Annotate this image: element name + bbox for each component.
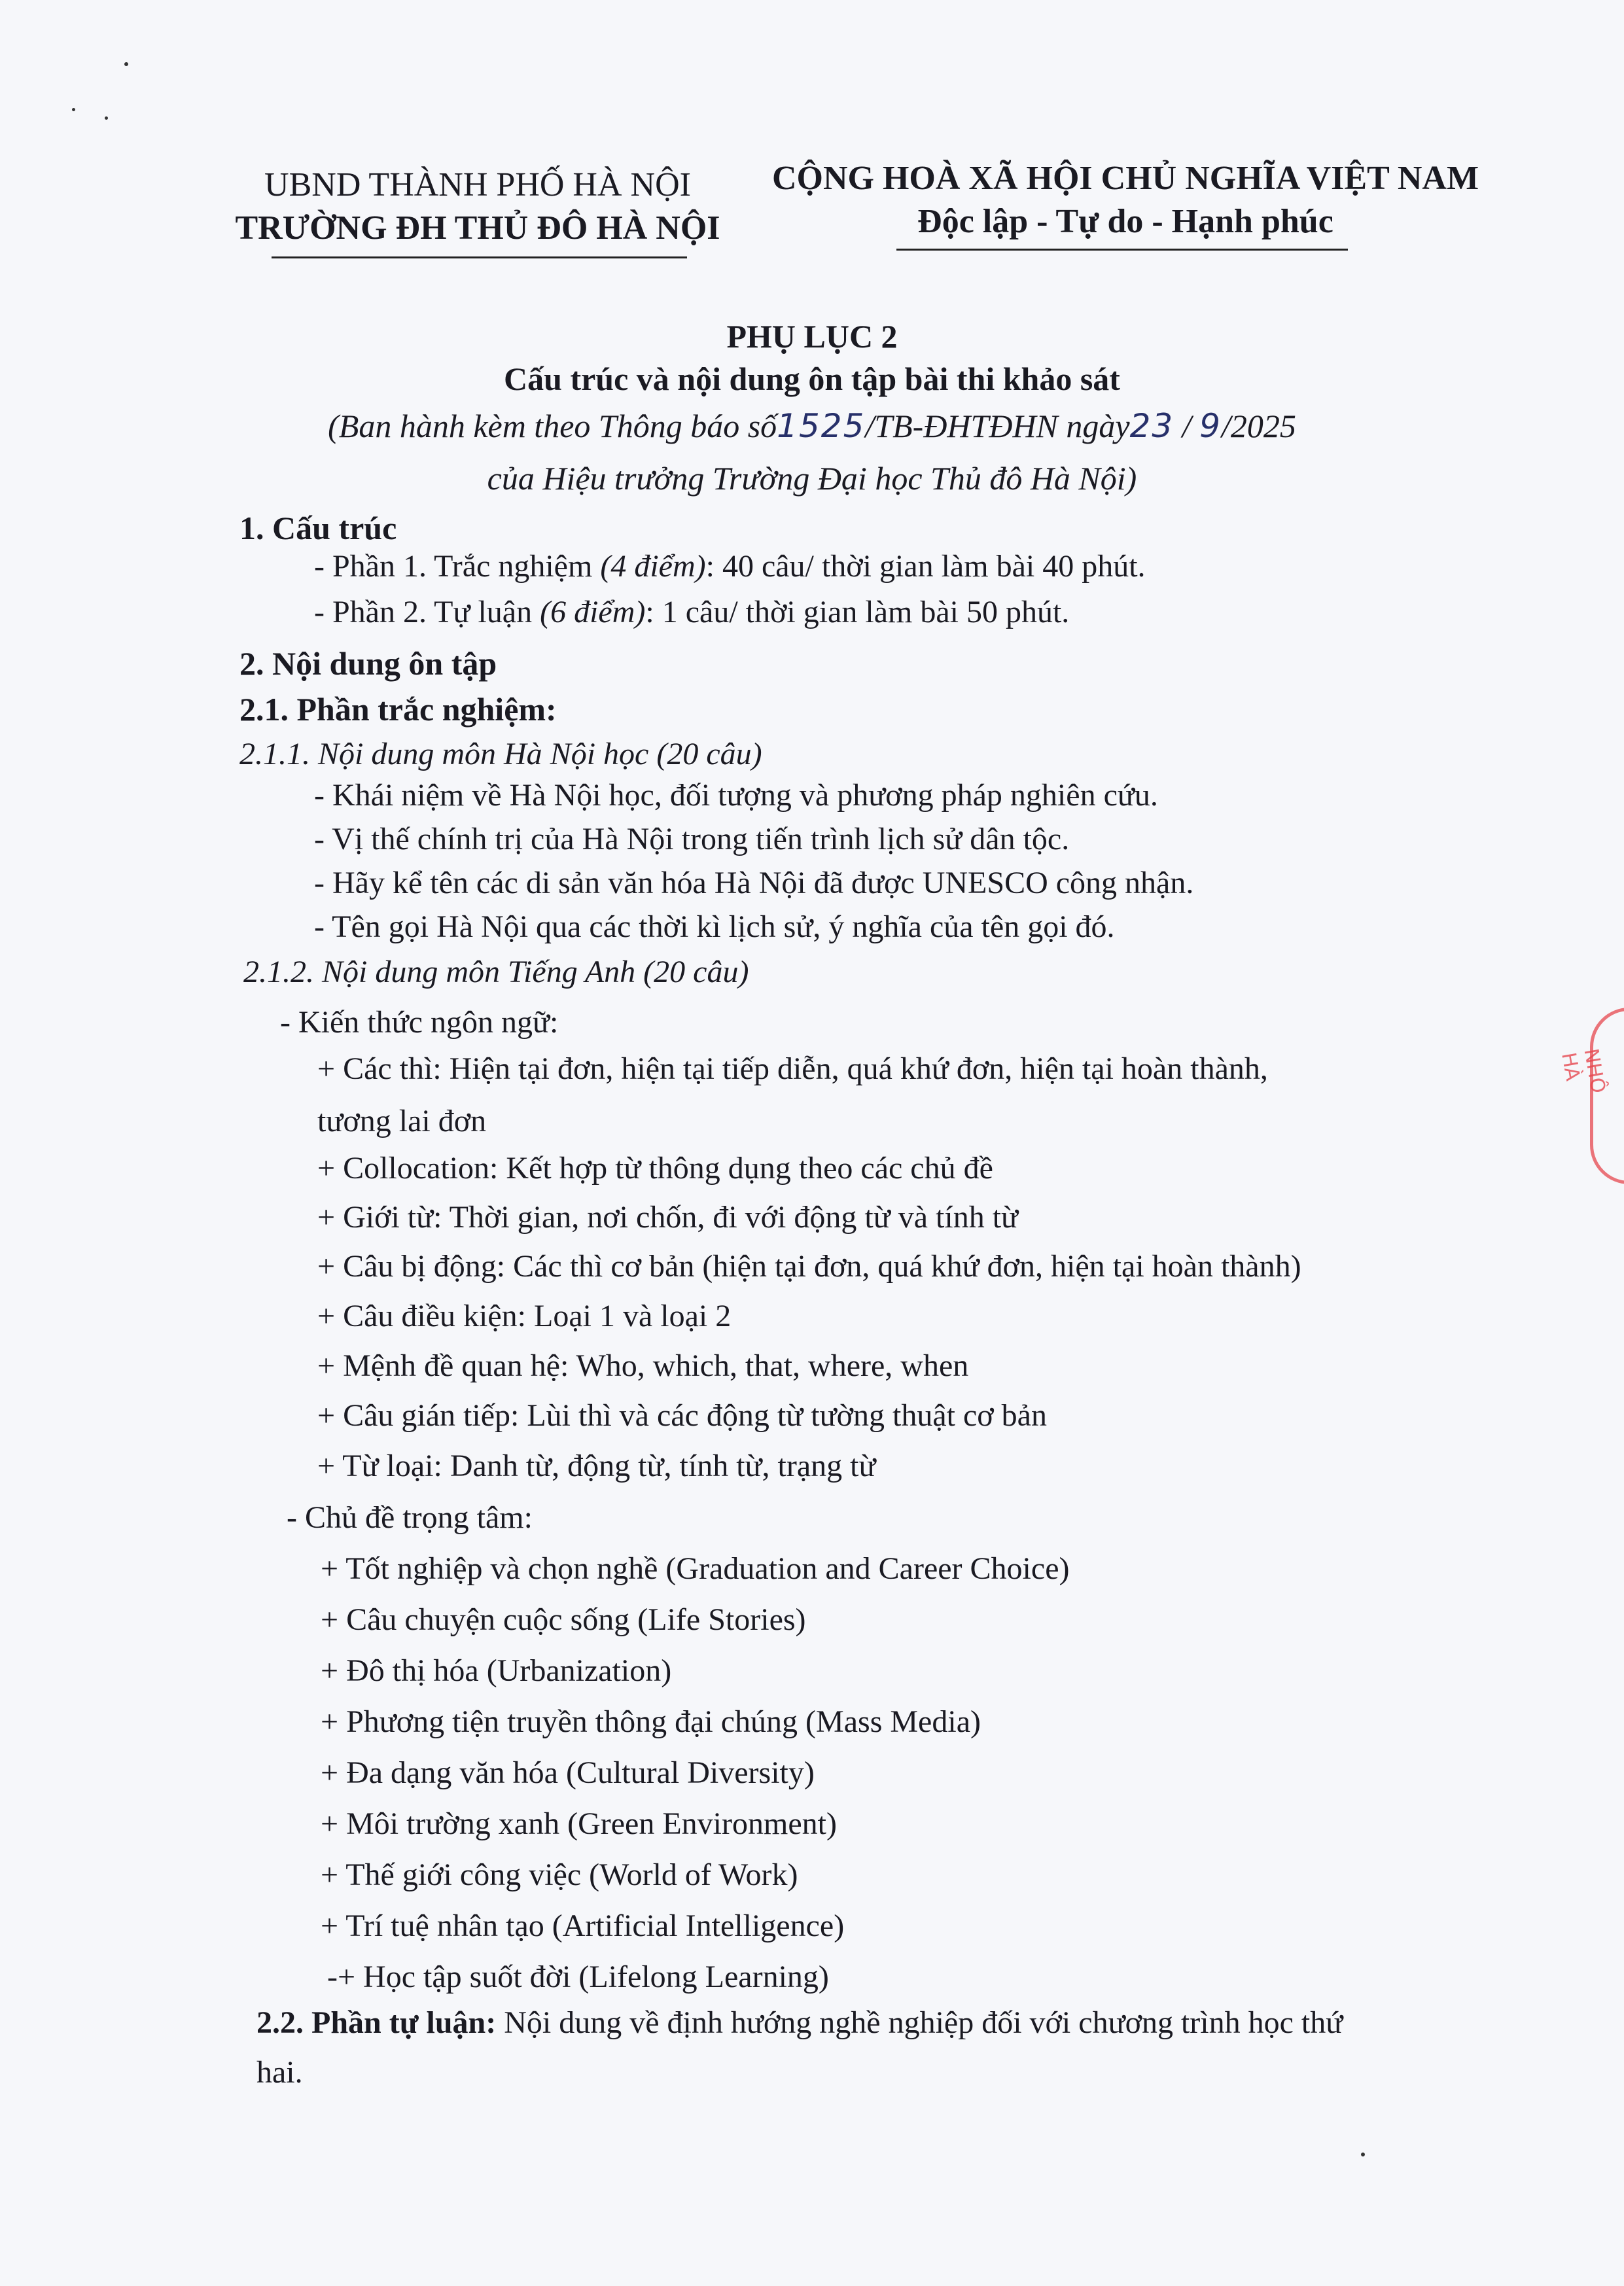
list-item: - Hãy kể tên các di sản văn hóa Hà Nội đã được UNESCO công nhận. [314,866,1194,900]
handwritten-doc-number: 1525 [777,407,866,445]
list-item: - Khái niệm về Hà Nội học, đối tượng và phương pháp nghiên cứu. [314,778,1158,813]
agency-parent: UBND THÀNH PHỐ HÀ NỘI [264,166,691,203]
handwritten-month: 9 [1199,407,1222,445]
list-item: + Thế giới công việc (World of Work) [321,1857,798,1892]
handwritten-day: 23 [1129,407,1174,445]
part1-label: - Phần 1. Trắc nghiệm [314,549,601,584]
section1-heading: 1. Cấu trúc [239,510,397,546]
scan-speck [72,108,75,111]
topics-heading: - Chủ đề trọng tâm: [287,1500,533,1535]
issuance-line [0,407,1624,445]
motto-underline [896,249,1348,251]
list-item: + Đa dạng văn hóa (Cultural Diversity) [321,1755,815,1790]
section2-heading: 2. Nội dung ôn tập [239,645,497,682]
agency-name: TRƯỜNG ĐH THỦ ĐÔ HÀ NỘI [235,209,720,247]
part2-points: (6 điểm) [540,595,646,629]
subsection-2-1-heading: 2.1. Phần trắc nghiệm: [239,691,557,728]
list-item: + Câu bị động: Các thì cơ bản (hiện tại đơn, quá khứ đơn, hiện tại hoàn thành) [317,1249,1301,1284]
appendix-title: PHỤ LỤC 2 [726,318,898,355]
national-header [746,157,1505,243]
list-item: + Các thì: Hiện tại đơn, hiện tại tiếp diễn, quá khứ đơn, hiện tại hoàn thành, [317,1051,1268,1086]
seal-stamp [1590,1008,1624,1184]
issuance-mid: /TB-ĐHTĐHN ngày [865,408,1130,444]
english-heading: 2.1.2. Nội dung môn Tiếng Anh (20 câu) [243,955,749,989]
scan-speck [1361,2153,1365,2156]
scan-speck [105,116,108,120]
part2-detail: : 1 câu/ thời gian làm bài 50 phút. [645,595,1070,629]
seal-stamp-text: NHÔ HÀ [1557,1047,1610,1095]
list-item: + Phương tiện truyền thông đại chúng (Mass Media) [321,1704,981,1739]
list-item: + Từ loại: Danh từ, động từ, tính từ, trạng từ [317,1449,876,1483]
list-item: + Trí tuệ nhân tạo (Artificial Intelligence) [321,1908,845,1943]
list-item: - Vị thế chính trị của Hà Nội trong tiến trình lịch sử dân tộc. [314,822,1070,856]
issuance-year: /2025 [1221,408,1296,444]
list-item: - Tên gọi Hà Nội qua các thời kì lịch sử, ý nghĩa của tên gọi đó. [314,909,1115,944]
agency-header [196,164,759,250]
list-item: + Giới từ: Thời gian, nơi chốn, đi với động từ và tính từ [317,1200,1019,1235]
list-item: + Câu điều kiện: Loại 1 và loại 2 [317,1299,732,1333]
knowledge-heading: - Kiến thức ngôn ngữ: [280,1005,559,1040]
hanoi-studies-heading: 2.1.1. Nội dung môn Hà Nội học (20 câu) [239,737,762,771]
issuance-prefix: (Ban hành kèm theo Thông báo số [328,408,777,444]
list-item: + Tốt nghiệp và chọn nghề (Graduation and Career Choice) [321,1551,1070,1586]
list-item: + Collocation: Kết hợp từ thông dụng theo các chủ đề [317,1151,993,1186]
part1-detail: : 40 câu/ thời gian làm bài 40 phút. [705,549,1146,584]
subsection-2-2-heading: 2.2. Phần tự luận: [256,2005,497,2040]
list-item: + Câu chuyện cuộc sống (Life Stories) [321,1602,806,1637]
scan-speck [124,62,128,66]
essay-description-continuation: hai. [256,2055,303,2090]
part1-line [314,548,1146,584]
issuer-line: của Hiệu trưởng Trường Đại học Thủ đô Hà Nội) [487,460,1137,497]
national-motto: Độc lập - Tự do - Hạnh phúc [917,203,1333,240]
part2-line [314,594,1069,630]
national-title: CỘNG HOÀ XÃ HỘI CHỦ NGHĨA VIỆT NAM [771,160,1479,197]
list-item: + Mệnh đề quan hệ: Who, which, that, where, when [317,1348,969,1383]
essay-section-line [256,2005,1343,2041]
part1-points: (4 điểm) [600,549,706,584]
list-item: + Đô thị hóa (Urbanization) [321,1653,672,1688]
list-item: + Môi trường xanh (Green Environment) [321,1806,837,1841]
date-separator: / [1174,408,1200,444]
part2-label: - Phần 2. Tự luận [314,595,540,629]
agency-underline [272,256,687,258]
list-item: + Câu gián tiếp: Lùi thì và các động từ tường thuật cơ bản [317,1398,1047,1433]
document-subject: Cấu trúc và nội dung ôn tập bài thi khảo sát [504,360,1120,397]
essay-description: Nội dung về định hướng nghề nghiệp đối với chương trình học thứ [496,2005,1343,2040]
list-item: -+ Học tập suốt đời (Lifelong Learning) [327,1960,829,1994]
list-item-continuation: tương lai đơn [317,1104,487,1138]
